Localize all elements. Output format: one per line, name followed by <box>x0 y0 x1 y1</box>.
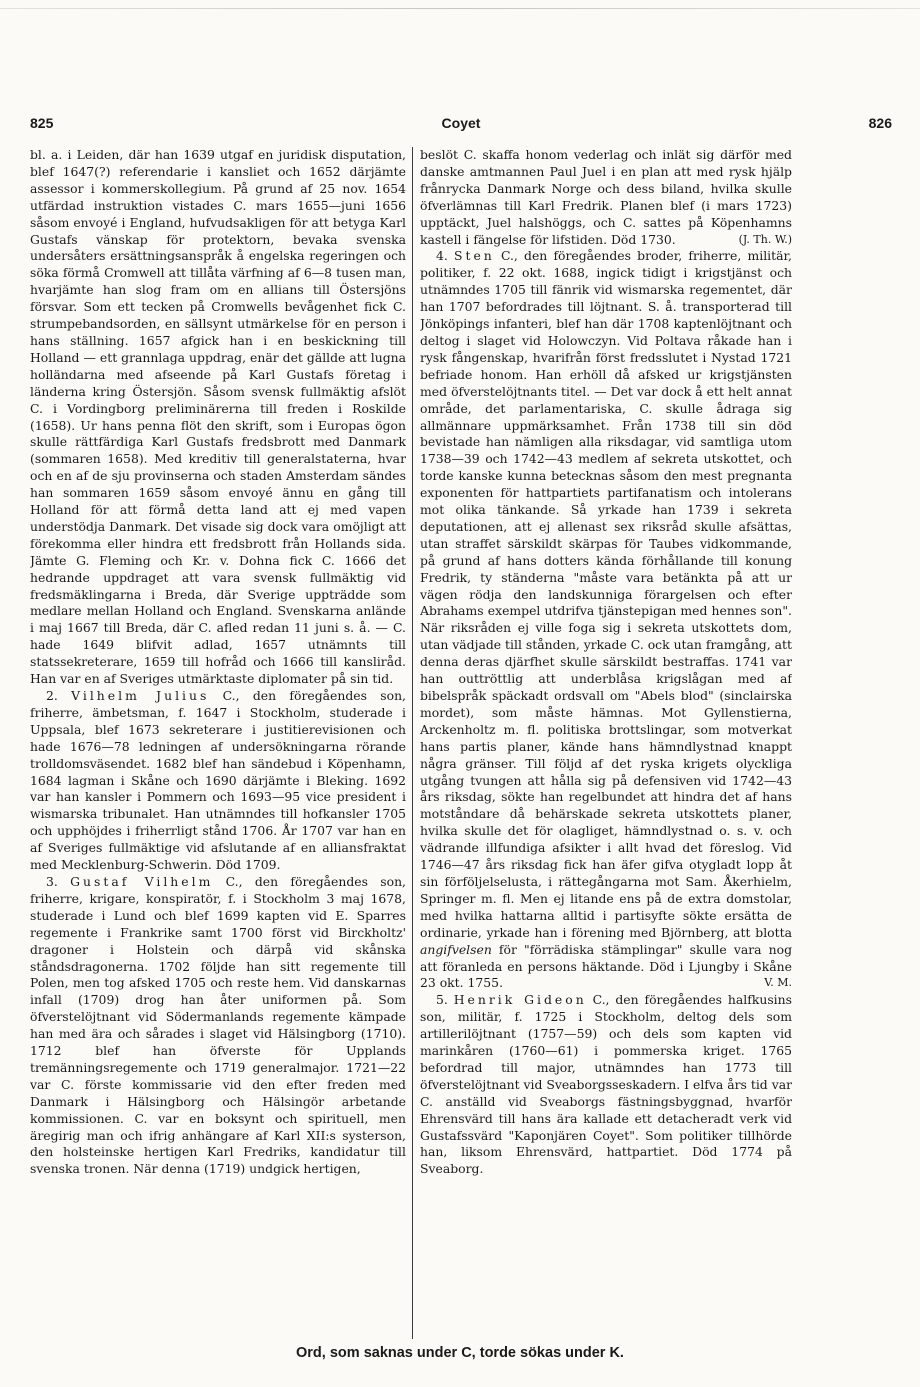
entry-3 <box>30 874 406 1178</box>
entry-number: 5. <box>436 992 448 1008</box>
right-column <box>420 147 792 1339</box>
continued-entry-text: bl. a. i Leiden, där han 1639 utgaf en juridisk disputation, blef 1647(?) referendarie i kansliet och 1652 därjämte assessor i kommerskollegium. På grund af 25 nov. 1654 utfärdad instruktion vistades C. mars 1655—juni 1656 såsom envoyé i England, hufvudsakligen för att betyga Karl Gustafs vänskap för protektorn, bevaka svenska undersåters ersättningsanspråk å engelska regeringen och söka förmå Cromwell att tillåta värfning af 6—8 tusen man, hvarjämte han slog fram om en allians till Östersjöns försvar. Som ett tecken på Cromwells bevågenhet fick C. strumpebandsorden, en sällsynt utmärkelse för en person i hans ställning. 1657 afgick han i en beskickning till Holland — ett grannlaga uppdrag, enär det gällde att lugna holländarna med afseende på Karl Gustafs företag i länderna kring Östersjön. Såsom svensk fullmäktig afslöt C. i Vordingborg preliminärerna till freden i Roskilde (1658). Ur hans penna flöt den skrift, som i Europas ögon skulle rättfärdiga Karl Gustafs fredsbrott med Danmark (sommaren 1658). Med kreditiv till generalstaterna, hvar och en af de sju provinserna och staden Amsterdam sändes han sommaren 1659 såsom envoyé ännu en gång till Holland för att förmå detta land att ej med vapen understödja Danmark. Det visade sig dock vara omöjligt att förekomma eller hindra ett fredsbrott från Hollands sida. Jämte G. Fleming och Kr. v. Dohna fick C. 1666 det hedrande uppdraget att vara svensk fullmäktig vid fredsmäklingarna i Breda, där Sverige uppträdde som medlare mellan Holland och England. Svenskarna anlände i maj 1667 till Breda, där C. afled redan 11 juni s. å. — C. hade 1649 blifvit adlad, 1657 utnämnts till statssekreterare, 1659 till hofråd och 1666 till kansliråd. Han var en af Sveriges utmärktaste diplomater på sin tid. <box>30 147 406 687</box>
entry-number: 2. <box>46 688 58 703</box>
continued-entry-text: beslöt C. skaffa honom vederlag och inlät sig därför med danske amtmannen Paul Juel i en plan att med rysk hjälp frånrycka Danmark Norge och dess biland, hvilka skulle öfverlämnas till Karl Fredrik. Planen blef (i mars 1723) upptäckt, Juel halshöggs, och C. sattes på Köpenhamns kastell i fängelse för lifstiden. Död 1730. (J. Th. W.) <box>420 147 792 247</box>
entry-text: C., den föregåendes son, friherre, krigare, konspiratör, f. i Stockholm 3 maj 1678, studerade i Lund och blef 1699 kapten vid E. Sparres regemente i Frankrike samt 1700 först vid Birckholtz' dragoner i Holstein och därpå vid skånska ståndsdragonerna. 1702 följde han sitt regemente till Polen, men tog afsked 1705 och reste hem. Vid danskarnas infall (1709) drog han åter uniformen på. Som öfverstelöjtnant vid Södermanlands regemente kämpade han med ära och sårades i slaget vid Hälsingborg (1710). 1712 blef han öfverste för Upplands tremänningsregemente och 1719 generalmajor. 1721—22 var C. förste kommissarie vid den efter freden med Danmark i Hälsingborg och Hälsingör arbetande kommissionen. C. var en boksynt och spirituell, men äregirig man och ifrig anhängare af Karl XII:s systerson, den holsteinske hertigen Karl Fredriks, kandidatur till svenska tronen. När denna (1719) undgick hertigen, <box>30 873 406 1177</box>
column-divider <box>412 147 413 1339</box>
entry-name: Henrik Gideon <box>453 992 587 1008</box>
italic-word: angifvelsen <box>420 941 492 957</box>
entry-name: Gustaf Vilhelm <box>70 873 214 889</box>
entry-4 <box>420 248 792 992</box>
entry-number: 3. <box>46 873 58 889</box>
entry-5 <box>420 992 792 1178</box>
page-number-right: 826 <box>868 115 892 131</box>
page-number-left: 825 <box>30 115 54 131</box>
running-head: Coyet <box>441 115 481 131</box>
entry-text: C., den föregåendes halfkusins son, militär, f. 1725 i Stockholm, deltog dels som artillerilöjtnant (1757—59) och dels som kapten vid marinkåren (1760—61) i pommerska kriget. 1765 befordrad till major, utnämndes han 1773 till öfverstelöjtnant vid Sveaborgsseskadern. I elfva års tid var C. anställd vid Sveaborgs fästningsbyggnad, hvarför Ehrensvärd till hans ära kallade ett detacheradt verk vid Gustafssvärd "Kaponjären Coyet". Som politiker tillhörde han, liksom Ehrensvärd, hattpartiet. Död 1774 på Sveaborg. <box>420 992 792 1177</box>
entry-text: C., den föregåendes son, friherre, ämbetsman, f. 1647 i Stockholm, studerade i Uppsala, blef 1673 sekreterare i justitierevisionen och hade 1676—78 ledningen af undersökningarna rörande trolldomsväsendet. 1682 blef han sändebud i Köpenhamn, 1684 lagman i Skåne och 1690 därjämte i Bleking. 1692 var han kansler i Pommern och 1693—95 vice president i wismarska tribunalet. Han utnämndes till hofkansler 1705 och upphöjdes i friherrligt stånd 1706. År 1707 var han en af Sveriges fullmäktige vid afslutande af en alliansfraktat med Mecklenburg-Schwerin. Död 1709. <box>30 688 406 873</box>
page-header <box>30 112 892 134</box>
entry-number: 4. <box>436 248 448 264</box>
left-column <box>30 147 406 1339</box>
top-scan-line <box>0 8 920 9</box>
author-signature: V. M. <box>764 976 792 990</box>
entry-name: Sten <box>454 248 495 264</box>
entry-text: C., den föregåendes broder, friherre, militär, politiker, f. 22 okt. 1688, ingick tidigt i krigstjänst och utnämndes 1705 till fänrik vid wismarska regementet, där han 1707 befordrades till löjtnant. S. å. transporterad till Jönköpings infanteri, blef han där 1708 kaptenlöjtnant och deltog i slaget vid Holowczyn. Vid Poltava råkade han i rysk fångenskap, hvarifrån först fredsslutet i Nystad 1721 befriade honom. Han erhöll då afsked ur krigstjänsten med öfverstelöjtnants titel. — Det var dock å ett helt annat område, det parlamentariska, C. skulle ådraga sig allmännare uppmärksamhet. Från 1738 till sin död bevistade han nämligen alla riksdagar, vid samtliga utom 1738—39 och 1742—43 medlem af sekreta utskottet, och torde kanske kunna betecknas såsom den mest pregnanta exponenten för hattpartiets partifanatism och intolerans mot olika tänkande. Så yrkade han 1739 i sekreta deputationen, att ej allenast sex riksråd skulle afsättas, utan straffet särskildt skärpas för Taubes vidkommande, på grund af hans dotters kända förhållande till konung Fredrik, ty ständerna "måste vara betänkta på att ur vägen rödja den landskunniga förargelsen och efter Abrahams exempel utdrifva tjänstepigan med hennes son". När riksråden ej ville foga sig i sekreta utskottets dom, utan vädjade till stånden, yrkade C. ock utan framgång, att denna deras djärfhet skulle särskildt bestraffas. 1741 var han outtröttlig att underblåsa krigslågan med af bibelspråk späckadt ordsvall om "Abels blod" (sinclairska mordet), som måste hämnas. Mot Gyllenstierna, Arckenholtz m. fl. politiska brottslingar, som motverkat hans partis planer, kände hans hämndlystnad knappt några gränser. Till följd af det ryska krigets olyckliga utgång tvungen att hålla sig på defensiven vid 1742—43 års riksdag, sökte han regelbundet att hindra det af hans motståndare då behärskade sekreta utskottets planer, hvilka skulle det för olagliget, hämndlystnad o. s. v. och vädrande illfundiga afsikter i allt hvad det föreslog. Vid 1746—47 års riksdag fick han äfer gifva otygladt lopp åt sin förföljelselusta, i rättegångarna mot Sam. Åkerhielm, Springer m. fl. Men ej litande ens på de extra domstolar, med hvilka hattarna alltid i partisyfte sökte ersätta de ordinarie, yrkade han i förening med Björnberg, att blotta <box>420 248 792 940</box>
entry-name: Vilhelm Julius <box>71 688 210 703</box>
entry-text-cont: för "förrädiska stämplingar" skulle vara nog att föranleda en persons häktande. Död i Ljungby i Skåne 23 okt. 1755. <box>420 941 792 991</box>
footer-note: Ord, som saknas under C, torde sökas under K. <box>296 1345 624 1361</box>
entry-2 <box>30 688 406 874</box>
author-signature: (J. Th. W.) <box>738 232 792 246</box>
